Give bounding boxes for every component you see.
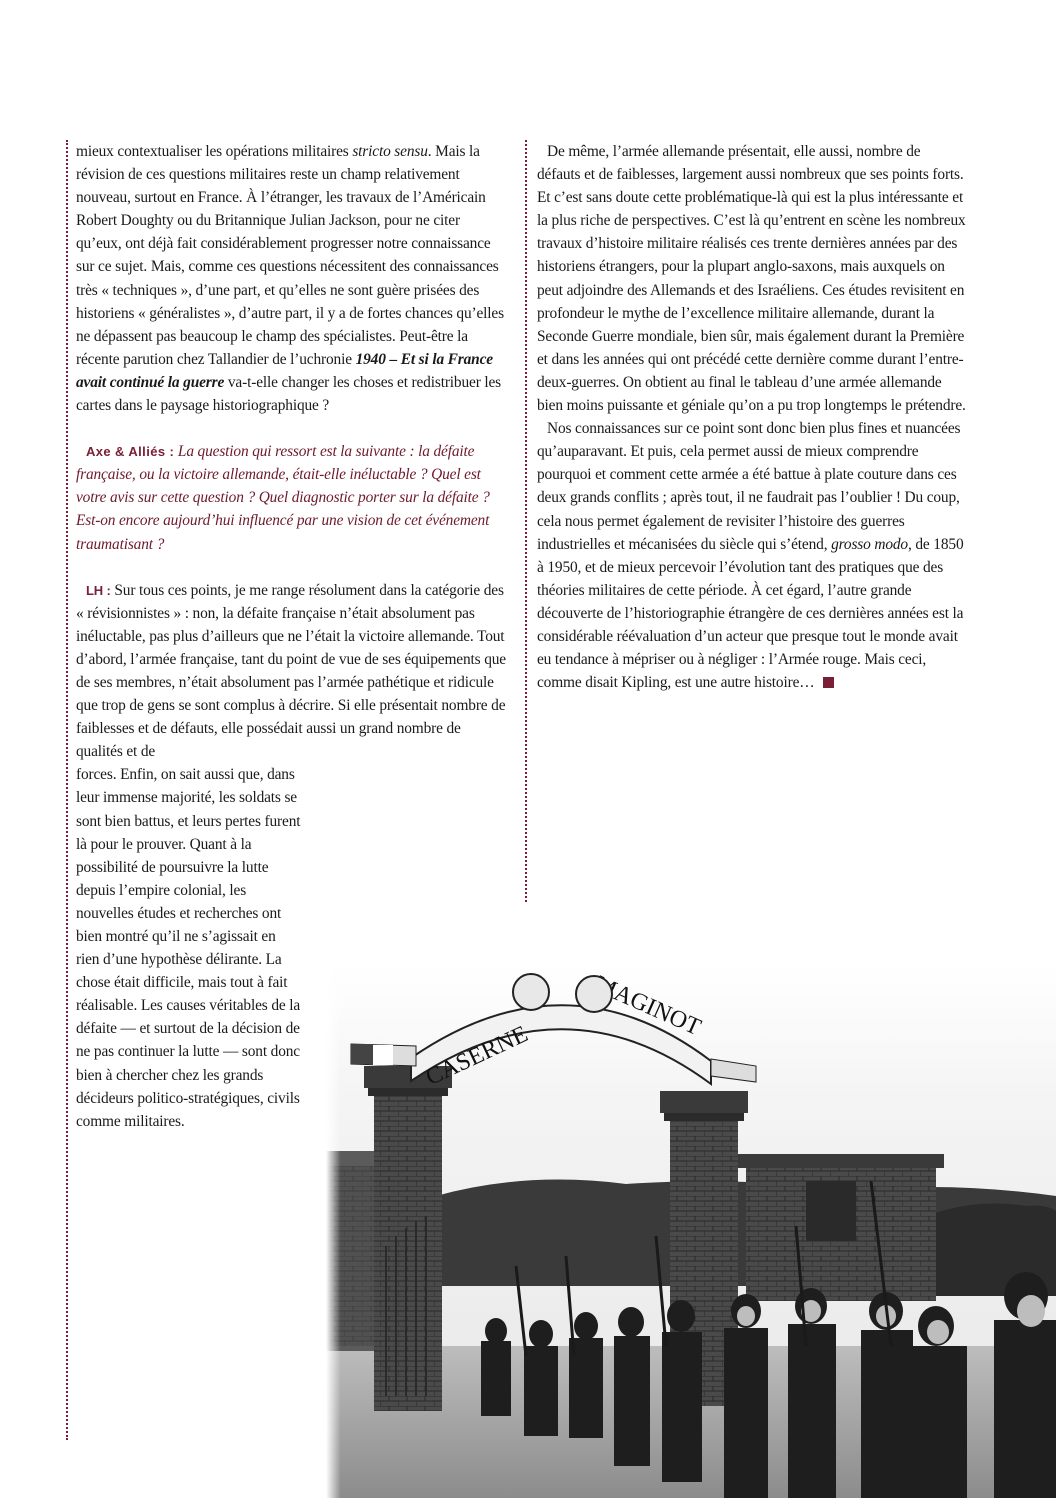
intro-segment: . Mais la révision de ces questions militaires reste un champ relativement nouveau, surtout en France. À l’étranger, les travaux de l’Américain Robert Doughty ou du Britannique Julian Jackson, pour ne citer qu’eux, ont déjà fait considérablement progresser notre connaissance sur ce sujet. Mais, comme ces questions nécessitent des connaissances très « techniques », d’une part, et qu’elles ne sont guère prisées des historiens « généralistes », d’autre part, il y a de fortes chances qu’elles ne dépassent pas beaucoup le champ des spécialistes. Peut-être la récente parution chez Tallandier de l’uchronie (76, 143, 504, 368)
answer-text: Sur tous ces points, je me range résolument dans la catégorie des « révisionnistes » : non, la défaite française n’était absolument pas inéluctable, pas plus d’ailleurs que ne l’était la victoire allemande. Tout d’abord, l’armée française, tant du point de vue de ses équipements que de ses membres, n’était absolument pas l’armée pathétique et ridicule que trop de gens se sont complus à décrire. Si elle présentait nombre de faiblesses et de défauts, elle possédait aussi un grand nombre de qualités et de (76, 581, 506, 761)
middle-dotted-rule (525, 140, 527, 902)
intro-segment: stricto sensu (352, 143, 428, 160)
right-paragraph-2-segment: Nos connaissances sur ce point sont donc bien plus fines et nuancées qu’auparavant. Et puis, cela permet aussi de mieux comprendre pourquoi et comment cette armée a été battue à plate couture dans ces deux grands conflits ; après tout, il ne faudrait pas l’oublier ! Du coup, cela nous permet également de revisiter l’histoire des guerres industrielles et mécanisées du siècle qui s’étend, (537, 420, 961, 553)
right-paragraph-2-segment: , de 1850 à 1950, et de mieux percevoir l’évolution tant des pratiques que des théories militaires de cette période. À cet égard, l’autre grande découverte de l’historiographie étrangère de ces dernières années est la considérable réévaluation d’un acteur que presque tout le monde avait eu tendance à mépriser ou à négliger : l’Armée rouge. Mais ceci, comme disait Kipling, est une autre histoire… (537, 535, 964, 692)
intro-segment: va-t-elle changer les choses et redistribuer les cartes dans le paysage historiographique ? (76, 373, 502, 415)
right-column (537, 140, 967, 694)
right-paragraph-2 (537, 417, 967, 694)
intro-segment: 1940 – Et si la France avait continué la guerre (76, 350, 493, 391)
right-paragraph-1: De même, l’armée allemande présentait, elle aussi, nombre de défauts et de faiblesses, largement aussi nombreux que ses points forts. Et c’est sans doute cette problématique-là qui est la plus intéressante et la plus riche de perspectives. C’est là qu’entrent en scène les nombreux travaux d’histoire militaire réalisés ces trente dernières années par des historiens étrangers, pour la plupart anglo-saxons, mais auxquels on peut adjoindre des Allemands et des Israéliens. Ces études revisitent en profondeur le mythe de l’excellence militaire allemande, durant la Seconde Guerre mondiale, bien sûr, mais également durant la Première et dans les années qui ont précédé cette dernière comme durant l’entre-deux-guerres. On obtient au final le tableau d’une armée allemande bien moins puissante et géniale qu’on a pu trop longtemps le prétendre. (537, 143, 966, 415)
caserne-maginot-photo (326, 966, 1056, 1498)
answer-speaker: LH : (86, 582, 111, 598)
intro-paragraph (76, 140, 506, 417)
right-paragraph-2-segment: grosso modo (831, 535, 908, 553)
interview-question (76, 440, 506, 555)
end-of-article-mark (823, 677, 834, 688)
question-speaker: Axe & Alliés : (86, 444, 175, 460)
answer-text-continued: forces. Enfin, on sait aussi que, dans leur immense majorité, les soldats se sont bien battus, et leurs pertes furent là pour le prouver. Quant à la possibilité de poursuivre la lutte depuis l’empire colonial, les nouvelles études et recherches ont bien montré qu’il ne s’agissait en rien d’une hypothèse délirante. La chose était difficile, mais tout à fait réalisable. Les causes véritables de la défaite — et surtout de la décision de ne pas continuer la lutte — sont donc bien à chercher chez les grands décideurs politico-stratégiques, civils comme militaires. (76, 766, 301, 1130)
intro-segment: mieux contextualiser les opérations militaires (76, 143, 353, 160)
question-text: La question qui ressort est la suivante : la défaite française, ou la victoire allemande, était-elle inéluctable ? Quel est votre avis sur cette question ? Quel diagnostic porter sur la défaite ? Est-on encore aujourd’hui influencé par une vision de cet événement traumatisant ? (76, 443, 490, 553)
interview-answer (76, 579, 506, 764)
left-dotted-rule (66, 140, 68, 1440)
